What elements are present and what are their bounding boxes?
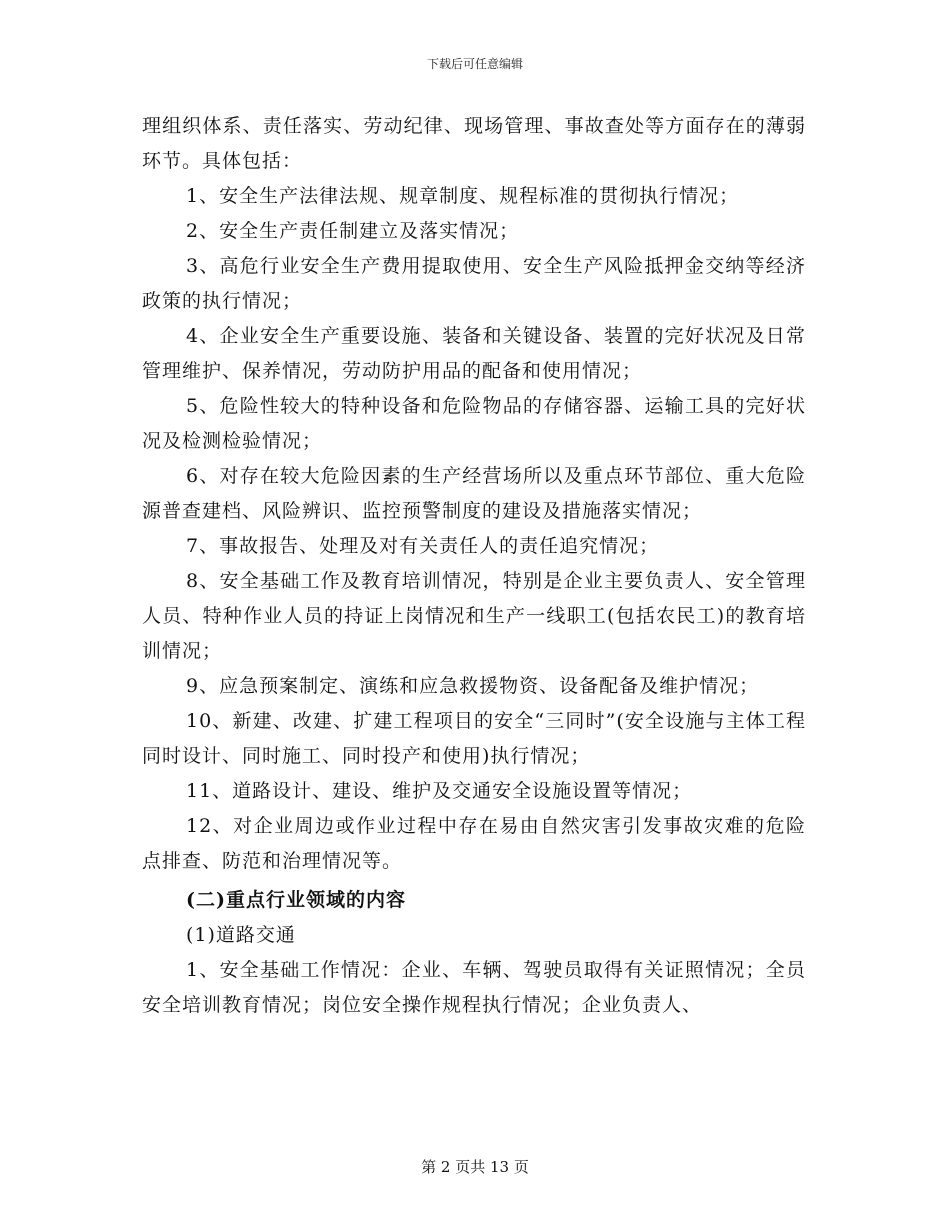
list-item-2: 2、安全生产责任制建立及落实情况；: [186, 220, 520, 242]
subsection-heading: (1)道路交通: [186, 924, 296, 946]
document-body: [142, 109, 806, 1023]
list-item-6: 6、对存在较大危险因素的生产经营场所以及重点环节部位、重大危险源普查建档、风险辨识、监控预警制度的建设及措施落实情况；: [142, 465, 806, 522]
list-item-12: 12、对企业周边或作业过程中存在易由自然灾害引发事故灾难的危险点排查、防范和治理情况等。: [142, 815, 806, 872]
list-item-9: 9、应急预案制定、演练和应急救援物资、设备配备及维护情况；: [186, 675, 760, 697]
intro-paragraph: 理组织体系、责任落实、劳动纪律、现场管理、事故查处等方面存在的薄弱环节。具体包括：: [142, 115, 806, 172]
list-item-10: 10、新建、改建、扩建工程项目的安全“三同时”(安全设施与主体工程同时设计、同时施工、同时投产和使用)执行情况；: [142, 710, 806, 767]
list-item-8: 8、安全基础工作及教育培训情况，特别是企业主要负责人、安全管理人员、特种作业人员的持证上岗情况和生产一线职工(包括农民工)的教育培训情况；: [142, 570, 806, 662]
list-item-4: 4、企业安全生产重要设施、装备和关键设备、装置的完好状况及日常管理维护、保养情况，劳动防护用品的配备和使用情况；: [142, 325, 806, 382]
list-item-11: 11、道路设计、建设、维护及交通安全设施设置等情况；: [186, 780, 693, 802]
section-heading: (二)重点行业领域的内容: [186, 889, 406, 911]
list-item-7: 7、事故报告、处理及对有关责任人的责任追究情况；: [186, 535, 660, 557]
page-number-footer: 第 2 页共 13 页: [421, 1158, 529, 1176]
list-item-3: 3、高危行业安全生产费用提取使用、安全生产风险抵押金交纳等经济政策的执行情况；: [142, 255, 806, 312]
list-item-5: 5、危险性较大的特种设备和危险物品的存储容器、运输工具的完好状况及检测检验情况；: [142, 395, 806, 452]
road-item-1: 1、安全基础工作情况：企业、车辆、驾驶员取得有关证照情况；全员安全培训教育情况；岗位安全操作规程执行情况；企业负责人、: [142, 959, 806, 1016]
list-item-1: 1、安全生产法律法规、规章制度、规程标准的贯彻执行情况；: [186, 185, 740, 207]
page-header-note: 下载后可任意编辑: [426, 57, 523, 71]
